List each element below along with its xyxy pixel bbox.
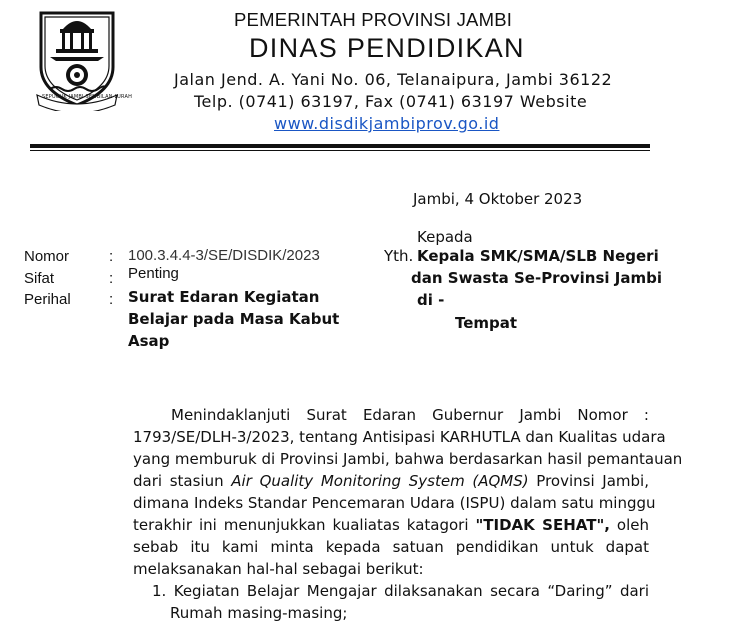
- sifat-value: Penting: [128, 265, 179, 282]
- body-line-4: [133, 470, 649, 492]
- sifat-label: Sifat: [24, 270, 55, 287]
- aqms-term: Air Quality Monitoring System (AQMS): [231, 472, 529, 490]
- logo-motto: SEPUCUK JAMBI SEMBILAN LURAH: [42, 94, 133, 100]
- instruction-list: [152, 580, 649, 624]
- body-line-3: yang memburuk di Provinsi Jambi, bahwa berdasarkan hasil pemantauan: [133, 450, 683, 468]
- perihal-line-2: Belajar pada Masa Kabut: [128, 310, 340, 328]
- body-line-2: 1793/SE/DLH-3/2023, tentang Antisipasi KARHUTLA dan Kualitas udara: [133, 428, 666, 446]
- letterhead-divider-thin: [30, 150, 650, 151]
- body-line-6-c: oleh: [609, 516, 649, 534]
- body-paragraph: [133, 404, 683, 580]
- agency-name: DINAS PENDIDIKAN: [249, 33, 525, 63]
- agency-phone: Telp. (0741) 63197, Fax (0741) 63197 Website: [194, 92, 588, 111]
- recipient-line-3: di -: [417, 291, 445, 309]
- perihal-line-1: Surat Edaran Kegiatan: [128, 288, 320, 306]
- list-item-1-line-1: 1. Kegiatan Belajar Mengajar dilaksanakan secara “Daring” dari: [152, 582, 649, 600]
- body-line-7: sebab itu kami minta kepada satuan pendidikan untuk dapat: [133, 538, 649, 556]
- nomor-value: 100.3.4.4-3/SE/DISDIK/2023: [128, 247, 320, 264]
- perihal-label: Perihal: [24, 291, 71, 308]
- perihal-colon: :: [109, 291, 114, 308]
- tidak-sehat-term: "TIDAK SEHAT",: [475, 516, 610, 534]
- sifat-colon: :: [109, 270, 114, 287]
- agency-address: Jalan Jend. A. Yani No. 06, Telanaipura, Jambi 36122: [174, 70, 613, 89]
- recipient-line-4: Tempat: [455, 314, 518, 332]
- body-line-4-c: Provinsi Jambi,: [528, 472, 649, 490]
- recipient-line-2: dan Swasta Se-Provinsi Jambi: [411, 269, 662, 287]
- body-line-4-a: dari stasiun: [133, 472, 232, 490]
- body-line-8: melaksanakan hal-hal sebagai berikut:: [133, 560, 424, 578]
- letterhead-divider-thick: [30, 144, 650, 148]
- nomor-colon: :: [109, 248, 114, 265]
- letter-date: Jambi, 4 Oktober 2023: [413, 190, 583, 208]
- recipient-yth: Yth.: [384, 247, 414, 265]
- body-line-1: Menindaklanjuti Surat Edaran Gubernur Jambi Nomor :: [171, 406, 649, 424]
- agency-website-link[interactable]: www.disdikjambiprov.go.id: [274, 114, 500, 133]
- recipient-kepada: Kepada: [417, 228, 473, 246]
- list-item-1-line-2: Rumah masing-masing;: [170, 604, 348, 622]
- body-line-5: dimana Indeks Standar Pencemaran Udara (ISPU) dalam satu minggu: [133, 494, 656, 512]
- body-line-6-a: terakhir ini menunjukkan kualiatas katagori: [133, 516, 476, 534]
- nomor-label: Nomor: [24, 248, 70, 265]
- body-line-6: [133, 514, 649, 536]
- recipient-line-1: Kepala SMK/SMA/SLB Negeri: [417, 247, 659, 265]
- government-name: PEMERINTAH PROVINSI JAMBI: [234, 9, 513, 30]
- perihal-line-3: Asap: [128, 332, 170, 350]
